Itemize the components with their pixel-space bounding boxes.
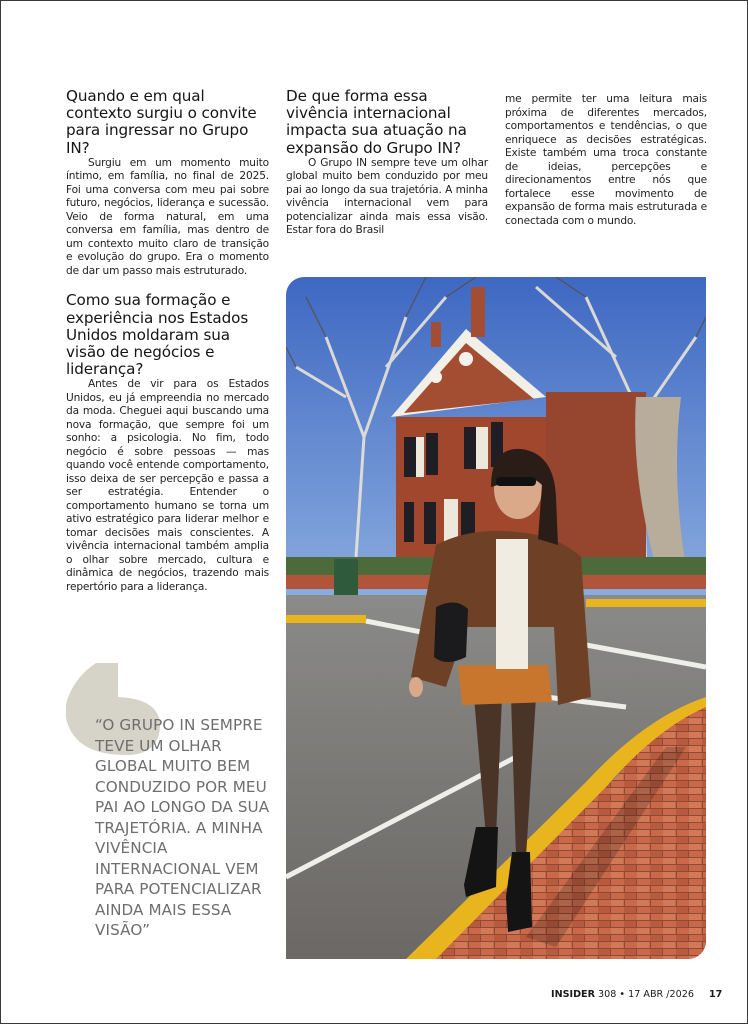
page-number: 17 — [708, 989, 723, 1000]
column-3 — [505, 93, 707, 228]
magazine-name: INSIDER — [551, 989, 595, 1000]
column-2 — [286, 88, 488, 238]
pull-quote: “O GRUPO IN SEMPRE TEVE UM OLHAR GLOBAL MUITO BEM CONDUZIDO POR MEU PAI AO LONGO DA SUA TRAJETÓRIA. A MINHA VIVÊNCIA INTERNACIONAL VEM PARA POTENCIALIZAR AINDA MAIS ESSA VISÃO” — [95, 716, 270, 939]
issue-number: 308 — [598, 989, 617, 1000]
question-heading-3: De que forma essa vivência internacional impacta sua atuação na expansão do Grupo IN? — [286, 87, 467, 157]
issue-date: 17 ABR /2026 — [628, 989, 694, 1000]
question-heading-2: Como sua formação e experiência nos Estados Unidos moldaram sua visão de negócios e liderança? — [66, 291, 249, 379]
photo-illustration — [286, 277, 706, 959]
page-footer — [551, 989, 722, 1000]
answer-paragraph-2: Antes de vir para os Estados Unidos, eu já empreendia no mercado da moda. Cheguei aqui buscando uma nova formação, que sempre foi um sonho: a psicologia. No fim, todo negócio é sobre pessoas — mas quando você entende comportamento, isso deixa de ser percepção e passa a ser estratégia. Entender o comportamento humano se torna um ativo estratégico para liderar melhor e tomar decisões mais conscientes. A vivência internacional também amplia o olhar sobre mercado, cultura e dinâmica de negócios, trazendo mais repertório para a liderança. — [66, 378, 269, 593]
footer-separator: • — [619, 989, 626, 1000]
answer-paragraph-1: Surgiu em um momento muito íntimo, em família, no final de 2025. Foi uma conversa com meu pai sobre futuro, negócios, liderança e sucessão. Veio de forma natural, em uma conversa em família, mas dentro de um contexto muito claro de transição e evolução do grupo. Era o momento de dar um passo mais estruturado. — [66, 156, 269, 277]
answer-paragraph-3b: me permite ter uma leitura mais próxima de diferentes mercados, comportamentos e tendências, o que enriquece as decisões estratégicas. Existe também uma troca constante de ideias, percepções e direcionamentos entre nós que fortalece esse movimento de expansão de forma mais estruturada e conectada com o mundo. — [505, 93, 707, 227]
feature-photo — [286, 277, 706, 959]
answer-paragraph-3a: O Grupo IN sempre teve um olhar global muito bem conduzido por meu pai ao longo da sua trajetória. A minha vivência internacional vem para potencializar ainda mais essa visão. Estar fora do Brasil — [286, 156, 488, 237]
question-heading-1: Quando e em qual contexto surgiu o convite para ingressar no Grupo IN? — [66, 87, 257, 157]
column-1 — [66, 88, 269, 594]
